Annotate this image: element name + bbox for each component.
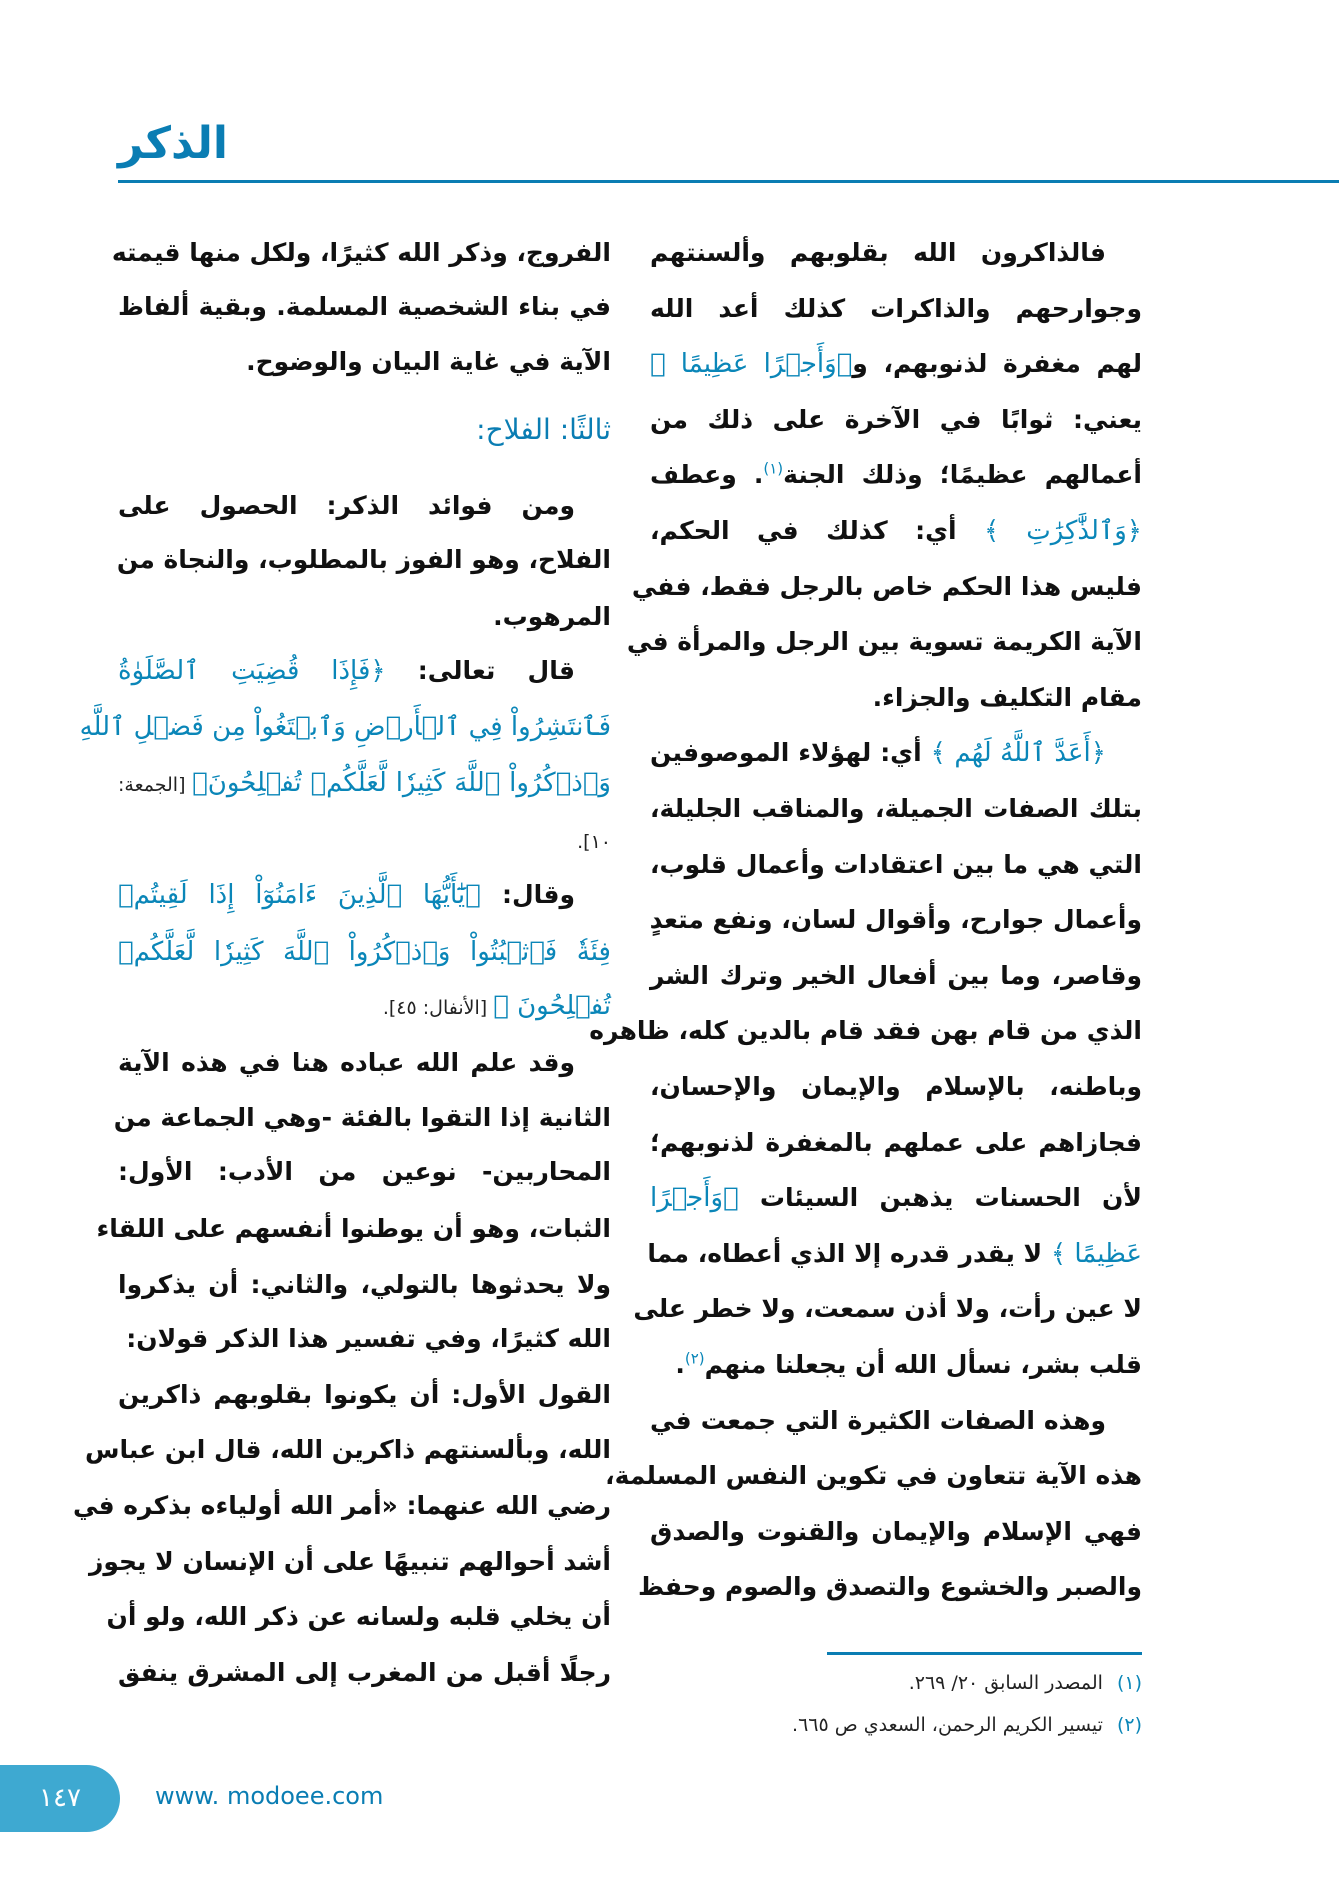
verse-reference: ١٠]. bbox=[577, 831, 611, 853]
text-line bbox=[118, 869, 611, 921]
footnote-1 bbox=[650, 1666, 1142, 1700]
body-text: المحاربين- نوعين من الأدب: الأول: bbox=[118, 1157, 611, 1186]
body-text: الله كثيرًا، وفي تفسير هذا الذكر قولان: bbox=[126, 1324, 611, 1353]
body-text: هذه الآية تتعاون في تكوين النفس المسلمة، bbox=[605, 1461, 1142, 1491]
body-text: ثالثًا: الفلاح: bbox=[476, 413, 611, 446]
body-text: فهي الإسلام والإيمان والقنوت والصدق bbox=[650, 1516, 1142, 1546]
text-line bbox=[118, 480, 611, 532]
body-text: فليس هذا الحكم خاص بالرجل فقط، ففي bbox=[631, 571, 1142, 601]
body-text: وقد علم الله عباده هنا في هذه الآية bbox=[118, 1048, 575, 1077]
text-line bbox=[650, 1506, 1142, 1558]
body-text: وباطنه، بالإسلام والإيمان والإحسان، bbox=[650, 1072, 1142, 1101]
body-text: أن يخلي قلبه ولسانه عن ذكر الله، ولو أن bbox=[106, 1602, 611, 1631]
body-text: لا عين رأت، ولا أذن سمعت، ولا خطر على bbox=[633, 1294, 1142, 1324]
verse-reference: [الجمعة: bbox=[118, 774, 193, 796]
body-text: الثانية إذا التقوا بالفئة -وهي الجماعة من bbox=[113, 1103, 611, 1132]
body-text: القول الأول: أن يكونوا بقلوبهم ذاكرين bbox=[118, 1380, 611, 1409]
text-line bbox=[118, 645, 611, 697]
text-line bbox=[650, 672, 1142, 724]
text-line bbox=[589, 1005, 1142, 1057]
text-line bbox=[626, 616, 1142, 668]
text-line bbox=[111, 227, 611, 279]
body-text: رضي الله عنهما: «أمر الله أولياءه بذكره في bbox=[72, 1491, 611, 1520]
text-line bbox=[72, 1480, 611, 1532]
text-line bbox=[633, 1283, 1142, 1335]
body-text: أعمالهم عظيمًا؛ وذلك الجنة bbox=[783, 460, 1142, 490]
body-text: التي هي ما بين اعتقادات وأعمال قلوب، bbox=[650, 849, 1142, 879]
body-text: يعني: ثوابًا في الآخرة على ذلك من bbox=[650, 404, 1142, 434]
body-text: . وعطف bbox=[650, 460, 764, 490]
body-text: الفلاح، وهو الفوز بالمطلوب، والنجاة من bbox=[116, 545, 611, 574]
body-text: الثبات، وهو أن يوطنوا أنفسهم على اللقاء bbox=[96, 1214, 611, 1243]
text-line bbox=[650, 283, 1142, 335]
quran-verse: ﴿فَإِذَا قُضِيَتِ ٱلصَّلَوٰةُ bbox=[118, 656, 386, 686]
text-line bbox=[118, 814, 611, 866]
footnote-number: (١) bbox=[1116, 1672, 1142, 1694]
body-text: الفروج، وذكر الله كثيرًا، ولكل منها قيمته bbox=[111, 238, 611, 267]
body-text: لا يقدر قدره إلا الذي أعطاه، مما bbox=[647, 1238, 1051, 1268]
verse-reference: [الأنفال: ٤٥]. bbox=[382, 997, 494, 1019]
body-text: ومن فوائد الذكر: الحصول على bbox=[118, 491, 575, 520]
footnote-marker[interactable]: (٢) bbox=[684, 1349, 705, 1368]
footnote-marker[interactable]: (١) bbox=[763, 460, 784, 479]
body-text: لهم مغفرة لذنوبهم، و bbox=[852, 349, 1143, 379]
text-line bbox=[118, 591, 611, 643]
body-text: فجازاهم على عملهم بالمغفرة لذنوبهم؛ bbox=[650, 1127, 1142, 1157]
quran-verse: ﴿وَأَجۡرًا عَظِيمًا ﴾ bbox=[650, 349, 853, 380]
body-text: قلب بشر، نسأل الله أن يجعلنا منهم bbox=[704, 1350, 1142, 1379]
text-line bbox=[650, 839, 1142, 891]
text-line bbox=[118, 534, 611, 586]
text-line bbox=[118, 336, 611, 388]
text-line bbox=[650, 505, 1142, 557]
footnote-text: تيسير الكريم الرحمن، السعدي ص ٦٦٥. bbox=[792, 1714, 1103, 1736]
text-line bbox=[118, 1369, 611, 1421]
text-line bbox=[650, 1172, 1142, 1224]
body-text: أشد أحوالهم تنبيهًا على أن الإنسان لا يجوز bbox=[88, 1547, 611, 1576]
quran-verse: فِئَةٗ فَٱثۡبُتُواْ وَٱذۡكُرُواْ ٱللَّهَ كَثِيرٗا لَّعَلَّكُمۡ bbox=[118, 937, 611, 967]
body-text: والصبر والخشوع والتصدق والصوم وحفظ bbox=[638, 1572, 1142, 1602]
text-line bbox=[605, 1450, 1142, 1502]
body-text: الآية في غاية البيان والوضوح. bbox=[246, 347, 611, 376]
text-line bbox=[113, 1092, 611, 1144]
text-line bbox=[650, 783, 1142, 835]
text-line bbox=[118, 1313, 611, 1365]
body-text: الآية الكريمة تسوية بين الرجل والمرأة في bbox=[626, 627, 1142, 657]
footnote-2 bbox=[650, 1708, 1142, 1742]
text-line bbox=[118, 1146, 611, 1198]
body-text: وأعمال جوارح، وأقوال لسان، ونفع متعدٍ bbox=[649, 905, 1142, 935]
body-text: المرهوب. bbox=[493, 602, 611, 631]
body-text: في بناء الشخصية المسلمة. وبقية ألفاظ bbox=[118, 292, 611, 321]
quran-verse: ﴿يَٰٓأَيُّهَا ٱلَّذِينَ ءَامَنُوٓاْ إِذَا لَقِيتُمۡ bbox=[118, 880, 481, 910]
quran-verse: ﴿وَأَجۡرًا bbox=[650, 1183, 739, 1214]
footnote-text: المصدر السابق ٢٠/ ٢٦٩. bbox=[908, 1672, 1103, 1694]
text-line bbox=[650, 727, 1142, 779]
body-text: لأن الحسنات يذهبن السيئات bbox=[738, 1183, 1142, 1213]
text-line bbox=[631, 561, 1142, 613]
quran-verse: ﴿وَٱلذَّٰكِرَٰتِ ﴾ bbox=[984, 516, 1143, 546]
body-text: أي: لهؤلاء الموصوفين bbox=[650, 738, 931, 768]
body-text: أي: كذلك في الحكم، bbox=[650, 516, 985, 545]
text-line bbox=[650, 1339, 1142, 1391]
body-text: وقال: bbox=[480, 880, 575, 909]
quran-verse: تُفۡلِحُونَ ﴾ bbox=[493, 991, 611, 1021]
text-line bbox=[650, 1117, 1142, 1169]
quran-verse: وَٱذۡكُرُواْ ٱللَّهَ كَثِيرٗا لَّعَلَّكُمۡ تُفۡلِحُونَ﴾ bbox=[192, 768, 611, 798]
text-line bbox=[118, 281, 611, 333]
body-text: الذي من قام بهن فقد قام بالدين كله، ظاهره bbox=[589, 1016, 1142, 1046]
header-divider bbox=[118, 180, 1339, 183]
body-text: . bbox=[675, 1350, 685, 1379]
body-text: بتلك الصفات الجميلة، والمناقب الجليلة، bbox=[650, 794, 1142, 823]
text-line bbox=[118, 757, 611, 809]
text-line bbox=[650, 338, 1142, 390]
text-line bbox=[650, 394, 1142, 446]
body-text: فالذاكرون الله بقلوبهم وألسنتهم bbox=[650, 238, 1106, 267]
text-line bbox=[85, 1424, 611, 1476]
text-line bbox=[118, 926, 611, 978]
quran-verse: فَٱنتَشِرُواْ فِي ٱلۡأَرۡضِ وَٱبۡتَغُواْ مِن فَضۡلِ ٱللَّهِ bbox=[79, 712, 611, 742]
body-text: وهذه الصفات الكثيرة التي جمعت في bbox=[650, 1405, 1106, 1435]
body-text: ولا يحدثوها بالتولي، والثاني: أن يذكروا bbox=[118, 1270, 611, 1299]
text-line bbox=[650, 227, 1142, 279]
text-line bbox=[118, 1259, 611, 1311]
page-number-badge: ١٤٧ bbox=[0, 1765, 120, 1832]
text-line bbox=[118, 1037, 611, 1089]
body-text: قال تعالى: bbox=[385, 656, 575, 685]
text-line bbox=[106, 1591, 611, 1643]
text-line bbox=[96, 1203, 611, 1255]
section-heading bbox=[118, 404, 611, 456]
text-line bbox=[650, 894, 1142, 946]
text-line bbox=[88, 1536, 611, 1588]
text-line bbox=[650, 1061, 1142, 1113]
body-text: الله، وبألسنتهم ذاكرين الله، قال ابن عباس bbox=[85, 1435, 611, 1464]
quran-verse: عَظِيمًا ﴾ bbox=[1050, 1238, 1142, 1269]
text-line bbox=[638, 1561, 1142, 1613]
text-line bbox=[650, 950, 1142, 1002]
text-line bbox=[79, 701, 611, 753]
body-text: وقاصر، وما بين أفعال الخير وترك الشر bbox=[650, 960, 1142, 990]
text-line bbox=[647, 1228, 1142, 1280]
body-text: مقام التكليف والجزاء. bbox=[872, 682, 1142, 712]
body-text: وجوارحهم والذاكرات كذلك أعد الله bbox=[650, 293, 1142, 323]
text-line bbox=[650, 1395, 1142, 1447]
footnote-number: (٢) bbox=[1116, 1714, 1142, 1736]
footnote-divider bbox=[827, 1652, 1142, 1655]
text-line bbox=[118, 1647, 611, 1699]
body-text: رجلًا أقبل من المغرب إلى المشرق ينفق bbox=[118, 1658, 611, 1687]
website-link[interactable]: www. modoee.com bbox=[155, 1782, 384, 1810]
quran-verse: ﴿أَعَدَّ ٱللَّهُ لَهُم ﴾ bbox=[930, 738, 1106, 769]
text-line bbox=[650, 449, 1142, 501]
text-line bbox=[118, 980, 611, 1032]
chapter-title: الذكر bbox=[118, 118, 228, 169]
